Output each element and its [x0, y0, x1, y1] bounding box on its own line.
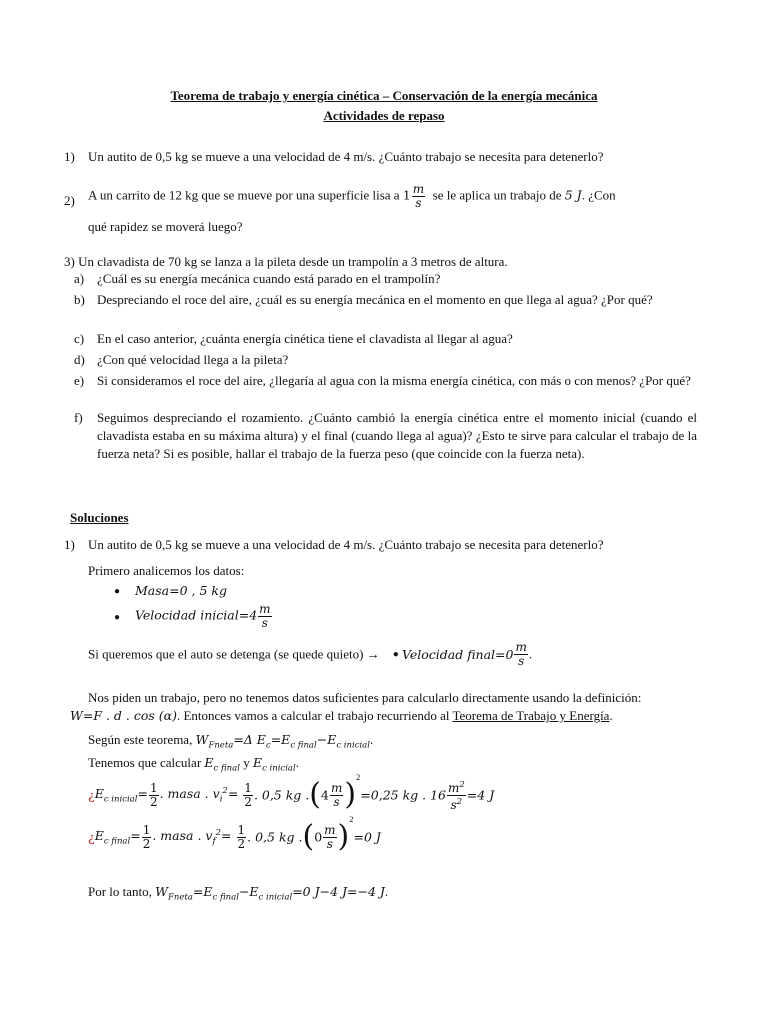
question-1-text: Un autito de 0,5 kg se mueve a una velocidad de 4 m/s. ¿Cuánto trabajo se necesita para detenerlo?: [88, 149, 604, 164]
question-2-line: [88, 183, 616, 210]
question-2-text-d: qué rapidez se moverá luego?: [88, 219, 243, 234]
final-w: W: [155, 884, 169, 899]
fraction-numerator: 1: [149, 780, 158, 795]
eq2-v-sup: 2: [215, 827, 222, 838]
left-paren: (: [309, 777, 321, 813]
final-s1: c final: [212, 892, 239, 903]
fraction-denominator: 2: [237, 836, 246, 851]
fraction-denominator: s: [261, 616, 268, 630]
fraction-numerator: 1: [244, 780, 252, 795]
eq1-lhs-sub: c inicial: [103, 794, 138, 805]
fraction-denominator: 2: [149, 794, 158, 809]
fraction-numerator: m: [324, 822, 336, 837]
need-e2-sub: c inicial: [262, 763, 296, 774]
eq2-equals: =: [130, 827, 141, 843]
theorem-cfinal-sub: c final: [290, 740, 317, 751]
fraction-numerator: m: [330, 780, 343, 795]
bullet-icon: ●: [114, 612, 121, 623]
item-text: ¿Cuál es su energía mecánica cuando está parado en el trampolín?: [97, 271, 441, 286]
item-label: e): [74, 373, 85, 388]
theorem-link: Teorema de Trabajo y Energía: [452, 708, 610, 723]
fraction-denominator: s: [333, 794, 340, 809]
theorem-w-sub: Fneta: [208, 740, 234, 751]
item-text: ¿Con qué velocidad llega a la pileta?: [97, 352, 289, 367]
equation-ec-final: [88, 814, 381, 855]
final-result: =0 J−4 J=−4 J: [292, 884, 385, 899]
one-half-fraction: [142, 824, 152, 851]
vel-unit: [258, 603, 271, 630]
fraction-denominator: 2: [142, 836, 151, 851]
final-eq: =E: [192, 884, 213, 899]
need-line: [88, 755, 299, 774]
final-line: [88, 884, 388, 903]
equation-ec-inicial: [88, 772, 494, 812]
one-half-fraction: [237, 824, 247, 851]
right-paren: ): [337, 819, 350, 855]
need-e2: E: [252, 755, 263, 770]
eq1-lhs: E: [94, 785, 104, 801]
final-intro: Por lo tanto,: [88, 884, 152, 899]
eq2-b: =: [221, 827, 236, 843]
left-paren: (: [302, 819, 315, 855]
theorem-dot: .: [369, 732, 374, 747]
equation-mark: ¿: [88, 829, 95, 845]
need-text: Tenemos que calcular: [88, 755, 202, 770]
theorem-eq2: =E: [270, 732, 291, 747]
final-dot: .: [384, 884, 389, 899]
eq2-v-sub: f: [212, 836, 216, 847]
question-2-text-b: se le aplica un trabajo de: [432, 187, 562, 203]
eq1-paren-value: 4: [320, 787, 329, 803]
eq1-c: . 0,5 kg .: [253, 787, 310, 803]
unit-num-sup: 2: [459, 779, 465, 790]
final-minus: −E: [238, 884, 259, 899]
eq2-e: =0 J: [353, 829, 381, 845]
fraction-denominator: s: [326, 836, 333, 851]
eq2-paren-unit: [323, 824, 336, 851]
need-e1-sub: c final: [213, 763, 240, 774]
unit-den-sup: 2: [456, 796, 463, 807]
right-paren: ): [344, 777, 357, 813]
item-text: Si consideramos el roce del aire, ¿llegaría al agua con la misma energía cinética, con más o con menos? ¿Por qué?: [97, 373, 691, 388]
document-subtitle: Actividades de repaso: [323, 108, 445, 123]
eq1-mid: . masa . v: [159, 785, 220, 801]
eq1-v-sup: 2: [222, 785, 228, 796]
eq1-equals: =: [137, 785, 148, 801]
theorem-w: W: [195, 732, 209, 747]
paragraph-1-line-1: Nos piden un trabajo, pero no tenemos datos suficientes para calcularlo directamente usando la definición:: [88, 690, 642, 705]
one-half-fraction: [243, 782, 253, 809]
item-label: a): [74, 271, 85, 286]
solution-question-text: Un autito de 0,5 kg se mueve a una velocidad de 4 m/s. ¿Cuánto trabajo se necesita para detenerlo?: [88, 537, 604, 552]
question-2-text-a: A un carrito de 12 kg que se mueve por una superficie lisa a: [88, 187, 400, 203]
item-label: d): [74, 352, 85, 367]
theorem-line: [88, 732, 373, 751]
vel-label: Velocidad inicial=4: [135, 607, 258, 623]
item-label: b): [74, 292, 85, 307]
theorem-cinicial-sub: c inicial: [336, 740, 370, 751]
fraction-numerator: m: [515, 640, 527, 654]
fraction-denominator: s: [450, 797, 457, 812]
eq2-lhs: E: [94, 827, 104, 843]
bullet-icon: ●: [392, 649, 399, 660]
fraction-denominator: 2: [244, 794, 252, 809]
paragraph-1-line-2: [70, 708, 613, 724]
final-w-sub: Fneta: [168, 892, 193, 903]
solutions-heading: Soluciones: [70, 510, 129, 525]
question-number: 2): [64, 193, 75, 208]
item-label: c): [74, 331, 85, 346]
item-text: Seguimos despreciando el rozamiento. ¿Cuánto cambió la energía cinética entre el momento inicial (cuando el clavadista estaba en su máxima altura) y el final (cuando llega al agua)? ¿Esto te sirve para calcular el trabajo de la fuerza neta? Si es posible, hallar el trabajo de la fuerza peso (que coincide con la fuerza neta).: [97, 410, 697, 461]
fraction-numerator: 1: [237, 822, 246, 837]
eq1-e: =4 J: [466, 787, 495, 803]
question-2-work: 5 J: [564, 187, 582, 203]
need-e1: E: [204, 755, 214, 770]
eq2-lhs-sub: c final: [103, 836, 131, 847]
vfinal-label: Velocidad final=0: [401, 647, 514, 662]
theorem-c-sub: c: [265, 740, 271, 751]
need-y: y: [243, 755, 250, 770]
fraction-denominator: s: [518, 654, 525, 668]
item-label: f): [74, 410, 83, 425]
item-text: En el caso anterior, ¿cuánta energía cinética tiene el clavadista al llegar al agua?: [97, 331, 513, 346]
paragraph-1-text-b: . Entonces vamos a calcular el trabajo recurriendo al: [176, 708, 450, 723]
fraction-numerator: m: [447, 780, 460, 795]
eq1-d: =0,25 kg . 16: [360, 787, 446, 803]
eq1-paren-unit: [330, 782, 343, 809]
theorem-minus: −E: [316, 732, 337, 747]
question-3-intro: 3) Un clavadista de 70 kg se lanza a la pileta desde un trampolín a 3 metros de altura.: [64, 254, 508, 269]
item-text: Despreciando el roce del aire, ¿cuál es su energía mecánica en el momento en que llega al agua? ¿Por qué?: [97, 292, 653, 307]
question-2-text-c: . ¿Con: [581, 187, 616, 203]
eq1-square: 2: [356, 772, 361, 782]
eq2-square: 2: [349, 814, 354, 824]
vfinal-unit: [514, 641, 527, 668]
fraction-numerator: m: [259, 602, 271, 616]
question-number: 1): [64, 537, 75, 552]
stop-text: Si queremos que el auto se detenga (se quede quieto) →: [88, 646, 380, 662]
step-data-text: Primero analicemos los datos:: [88, 563, 245, 578]
eq1-unit: [447, 779, 466, 812]
question-2-speed: 1: [402, 187, 411, 203]
question-2-speed-unit: [412, 183, 425, 210]
theorem-delta: =Δ E: [233, 732, 266, 747]
one-half-fraction: [149, 782, 159, 809]
paragraph-1-end: .: [609, 708, 613, 723]
eq2-c: . 0,5 kg .: [247, 829, 303, 845]
data-masa: Masa=0 , 5 kg: [135, 583, 227, 598]
vfinal-dot: .: [528, 646, 533, 662]
fraction-denominator: s: [415, 196, 422, 210]
eq2-paren-value: 0: [314, 829, 323, 845]
data-velocidad-inicial: [135, 603, 273, 630]
fraction-numerator: 1: [142, 822, 151, 837]
eq2-mid: . masa . v: [152, 827, 213, 843]
need-dot: .: [295, 755, 299, 770]
theorem-intro: Según este teorema,: [88, 732, 193, 747]
work-definition-formula: W=F . d . cos (α): [70, 708, 177, 723]
question-number: 1): [64, 149, 75, 164]
eq1-b: =: [227, 785, 243, 801]
final-s2: c inicial: [258, 892, 293, 903]
equation-mark: ¿: [88, 787, 95, 803]
fraction-numerator: m: [412, 182, 425, 196]
bullet-icon: ●: [114, 586, 121, 597]
eq1-v-sub: i: [219, 794, 223, 805]
stop-line: [88, 641, 532, 668]
document-title: Teorema de trabajo y energía cinética – Conservación de la energía mecánica: [170, 88, 598, 103]
